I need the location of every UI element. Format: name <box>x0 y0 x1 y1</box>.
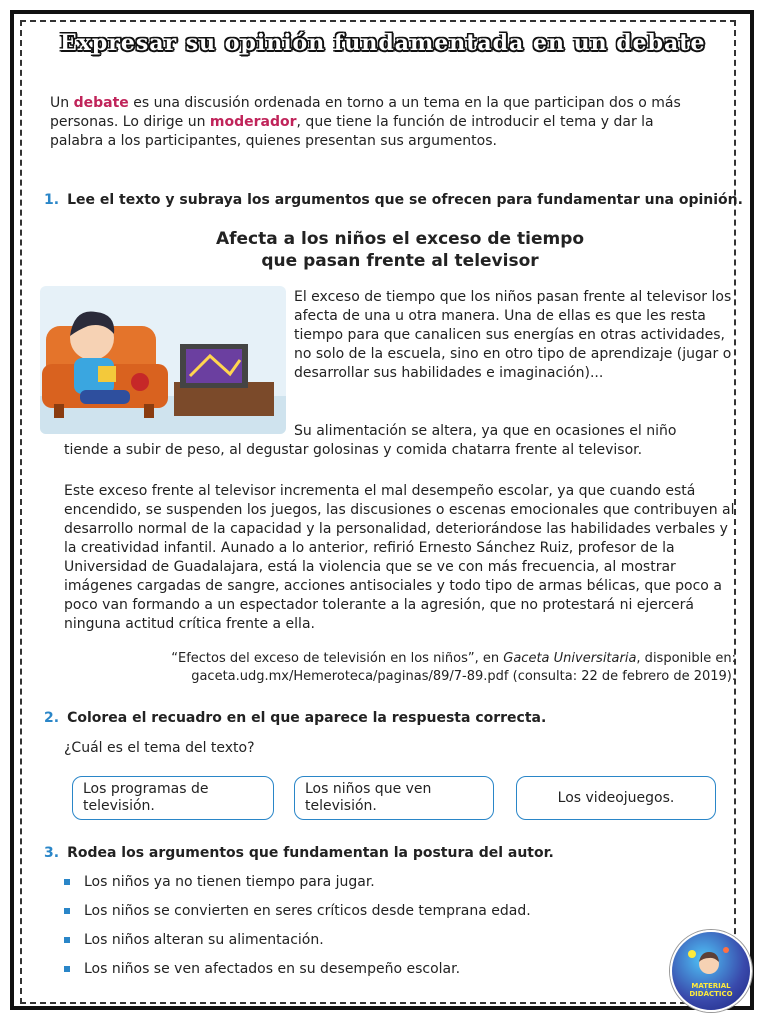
keyword-debate: debate <box>73 95 129 111</box>
argument-item[interactable] <box>64 903 531 919</box>
answer-option-2[interactable]: Los niños que ven televisión. <box>294 776 494 820</box>
question-text: Colorea el recuadro en el que aparece la respuesta correcta. <box>67 710 547 726</box>
question-number: 2. <box>44 710 60 726</box>
intro-paragraph <box>50 94 710 151</box>
question-text: Lee el texto y subraya los argumentos que se ofrecen para fundamentar una opinión. <box>67 192 743 208</box>
material-didactico-logo <box>670 930 752 1012</box>
argument-text: Los niños alteran su alimentación. <box>84 932 324 948</box>
child-watching-tv-illustration <box>40 286 286 434</box>
article-paragraph-2a: Su alimentación se altera, ya que en ocasiones el niño <box>294 423 677 439</box>
citation-line-1 <box>150 650 736 668</box>
article-citation <box>150 650 736 686</box>
question-text: Rodea los argumentos que fundamentan la postura del autor. <box>67 845 554 861</box>
page-title: Expresar su opinión fundamentada en un debate <box>60 30 706 56</box>
citation-line-2: gaceta.udg.mx/Hemeroteca/paginas/89/7-89.pdf (consulta: 22 de febrero de 2019). <box>191 669 736 684</box>
argument-item[interactable] <box>64 961 460 977</box>
article-paragraph-3: Este exceso frente al televisor incrementa el mal desempeño escolar, ya que cuando está encendido, se suspenden los juegos, las discusiones o escenas emocionales que contribuyen al desarrollo normal de la capacidad y la personalidad, deteriorándose las habilidades verbales y la creatividad infantil. Aunado a lo anterior, refirió Ernesto Sánchez Ruiz, profesor de la Universidad de Guadalajara, está la violencia que se ve con más frecuencia, al mostrar imágenes cargadas de sangre, acciones antisociales y todo tipo de armas bélicas, que poco a poco van formando a un espectador tolerante a la agresión, que no protestará ni ejercerá ninguna actitud crítica frente a ella. <box>64 483 735 632</box>
bullet-icon <box>64 937 70 943</box>
article-paragraph-2b: tiende a subir de peso, al degustar golosinas y comida chatarra frente al televisor. <box>64 442 643 458</box>
question-number: 1. <box>44 192 60 208</box>
article-paragraph-1: El exceso de tiempo que los niños pasan frente al televisor los afecta de una u otra manera. Una de ellas es que les resta tiempo para que canalicen sus energías en otras actividades, no solo de la escuela, sino en otro tipo de aprendizaje (jugar o desarrollar sus habilidades e imaginación)... <box>294 289 732 381</box>
question-1 <box>44 192 743 208</box>
article-title-line: Afecta a los niños el exceso de tiempo <box>215 229 585 249</box>
article-title <box>150 228 650 272</box>
logo-text-line: MATERIAL <box>691 982 731 990</box>
article-title-line: que pasan frente al televisor <box>261 251 539 271</box>
question-2-prompt: ¿Cuál es el tema del texto? <box>64 740 255 756</box>
bullet-icon <box>64 879 70 885</box>
argument-text: Los niños se ven afectados en su desempeño escolar. <box>84 961 461 977</box>
argument-text: Los niños ya no tienen tiempo para jugar. <box>84 874 375 890</box>
intro-text: Un <box>50 95 74 111</box>
logo-text <box>672 982 750 998</box>
bullet-icon <box>64 908 70 914</box>
answer-option-1[interactable]: Los programas de televisión. <box>72 776 274 820</box>
argument-text: Los niños se convierten en seres críticos desde temprana edad. <box>84 903 531 919</box>
logo-text-line: DIDÁCTICO <box>689 990 733 998</box>
question-number: 3. <box>44 845 60 861</box>
citation-source: Gaceta Universitaria <box>503 651 637 666</box>
keyword-moderador: moderador <box>209 114 297 130</box>
question-3 <box>44 845 554 861</box>
question-2 <box>44 710 546 726</box>
argument-item[interactable] <box>64 932 324 948</box>
answer-option-3[interactable]: Los videojuegos. <box>516 776 716 820</box>
citation-text: “Efectos del exceso de televisión en los niños”, en <box>171 651 504 666</box>
bullet-icon <box>64 966 70 972</box>
intro-text: , que tiene la función de introducir el tema y dar la palabra a los participantes, quienes presentan sus argumentos. <box>50 114 654 149</box>
intro-text: es una discusión ordenada en torno a un tema en la que participan dos o más personas. Lo dirige un <box>50 95 681 130</box>
argument-item[interactable] <box>64 874 375 890</box>
citation-text: , disponible en: <box>636 651 736 666</box>
